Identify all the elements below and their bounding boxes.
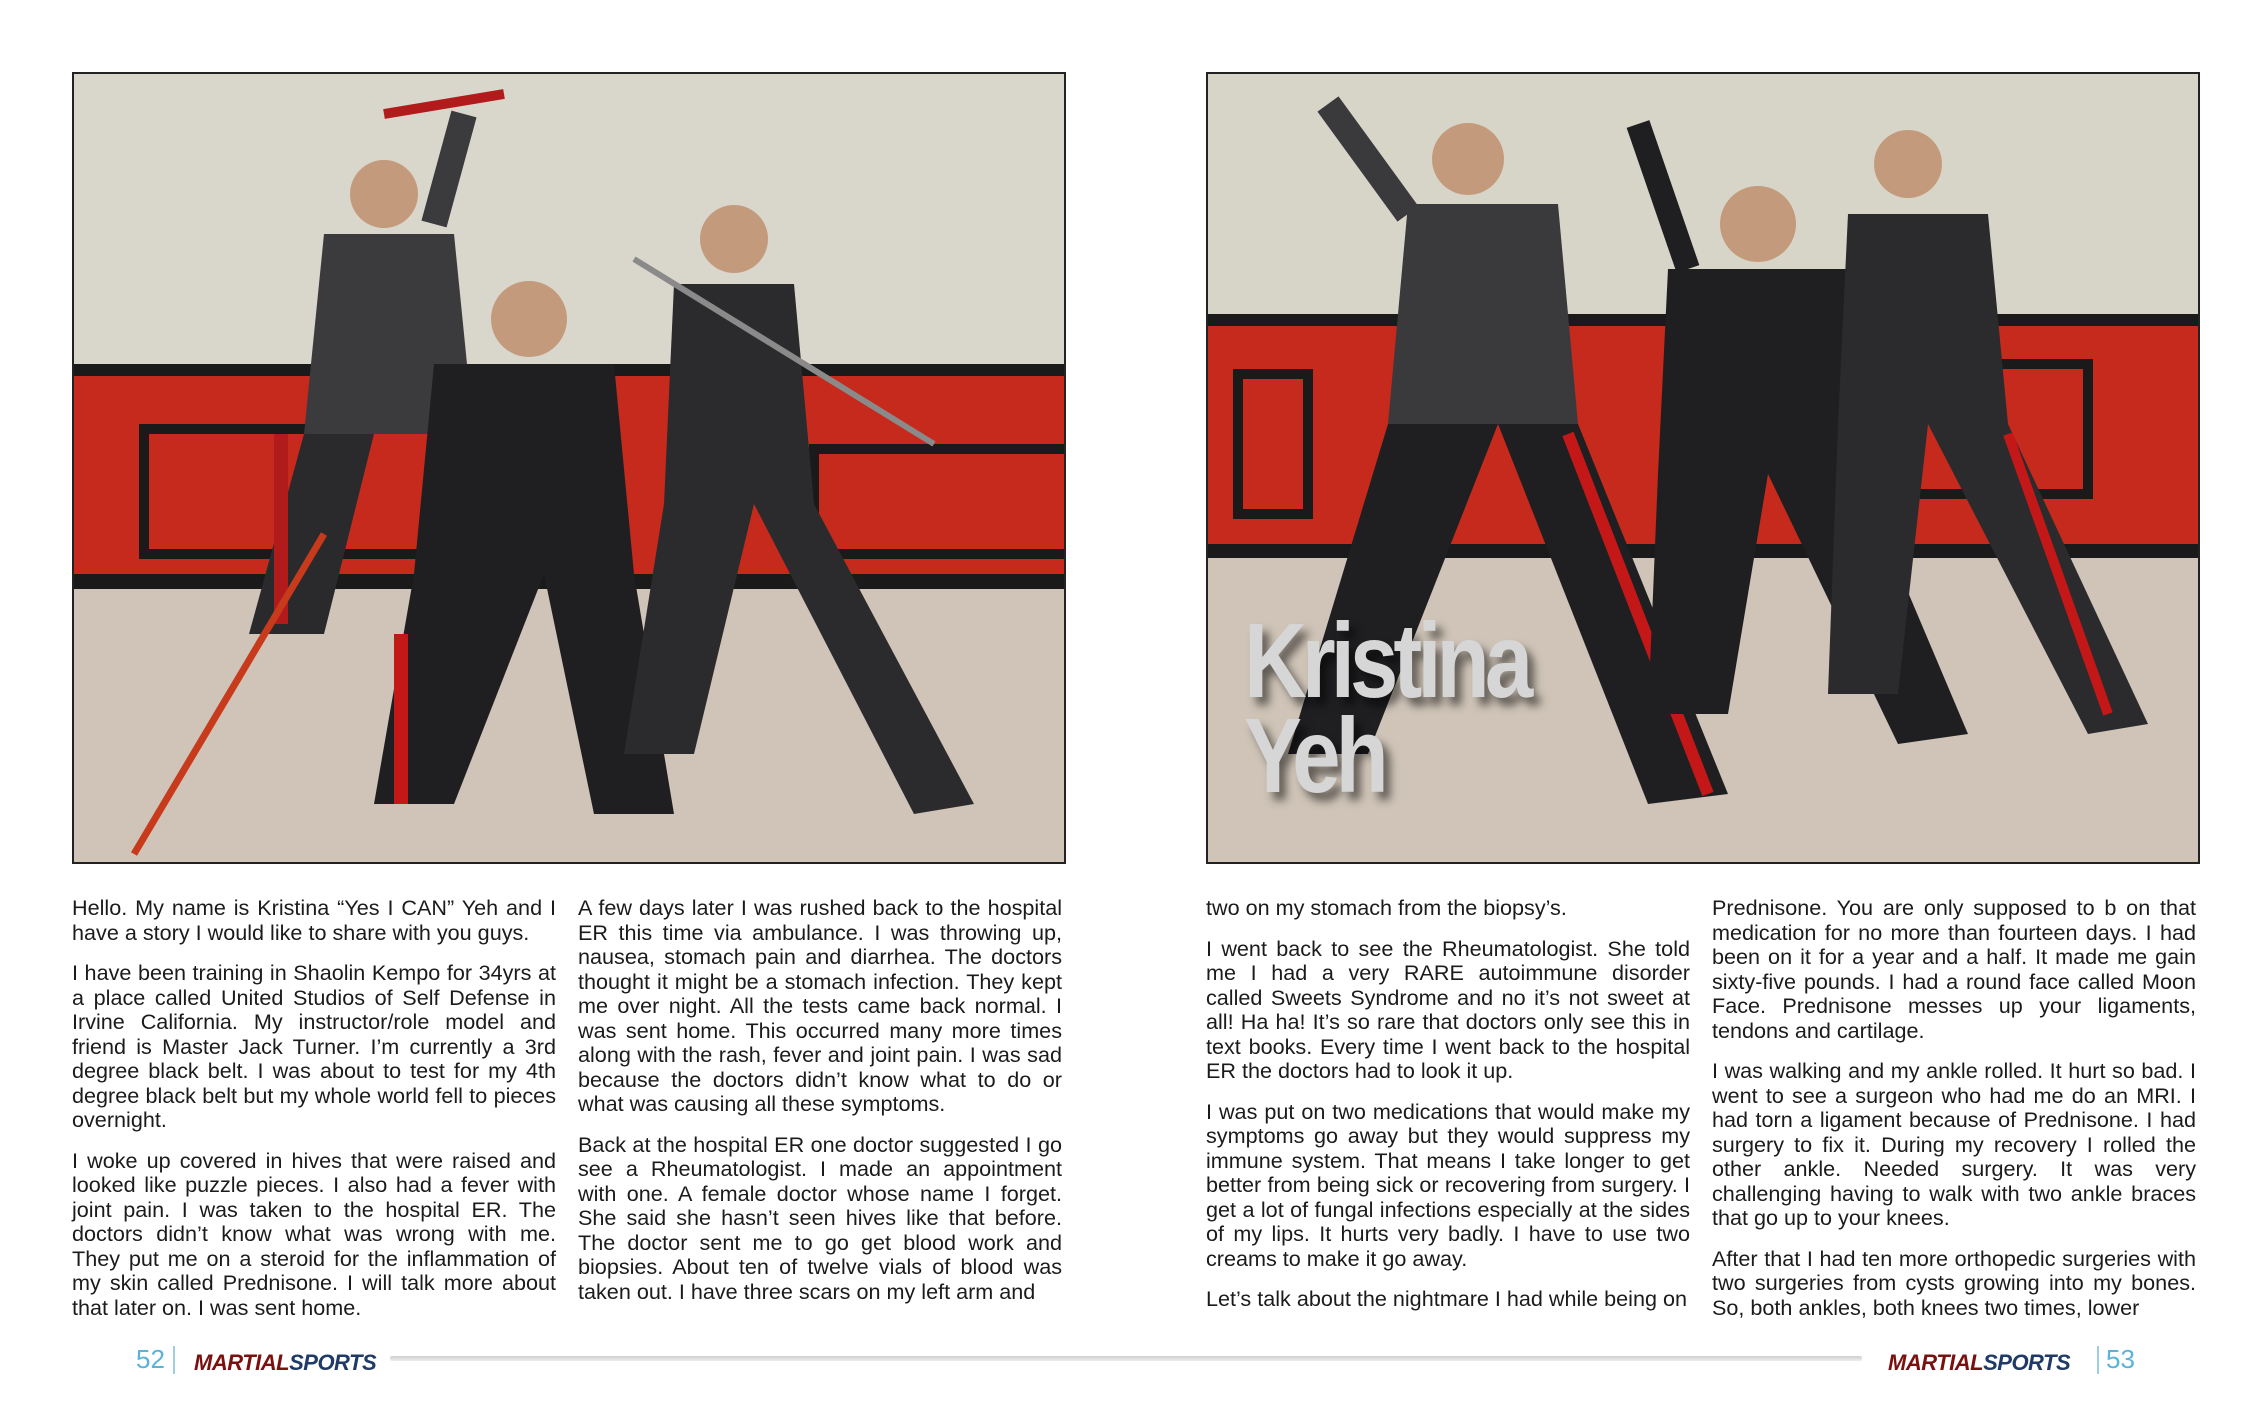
footer-rule	[390, 1356, 1862, 1361]
feature-title	[1244, 602, 1529, 816]
article-paragraph: A few days later I was rushed back to the hospital ER this time via ambulance. I was throwing up, nausea, stomach pain and diarrhea. The doctors thought it might be a stomach infection. They kept me over night. All the tests came back normal. I was sent home. This occurred many more times along with the rash, fever and joint pain. I was sad because the doctors didn’t know what to do or what was causing all these symptoms.	[578, 895, 1062, 1116]
photo-martial-artists-stances	[1206, 72, 2200, 864]
magazine-logo-right	[1888, 1350, 2070, 1376]
article-column-1	[72, 896, 556, 1336]
article-paragraph: Hello. My name is Kristina “Yes I CAN” Yeh and I have a story I would like to share with you guys.	[72, 895, 556, 945]
article-paragraph: Prednisone. You are only supposed to b on that medication for no more than fourteen days. I had been on it for a year and a half. It made me gain sixty-five pounds. I had a round face called Moon Face. Prednisone messes up your ligaments, tendons and cartilage.	[1712, 895, 2196, 1043]
article-column-3	[1206, 896, 1690, 1328]
article-paragraph: I was walking and my ankle rolled. It hurt so bad. I went to see a surgeon who had me do an MRI. I had torn a ligament because of Prednisone. I had surgery to fix it. During my recovery I rolled the other ankle. Needed surgery. It was very challenging having to walk with two ankle braces that go up to your knees.	[1712, 1058, 2196, 1230]
feature-title-first-name: Kristina	[1244, 602, 1529, 720]
logo-word-sports: SPORTS	[289, 1350, 377, 1375]
article-column-4	[1712, 896, 2196, 1336]
photo-martial-artists-weapons	[72, 72, 1066, 864]
article-paragraph: I was put on two medications that would make my symptoms go away but they would suppress my immune system. That means I take longer to get better from being sick or recovering from surgery. I get a lot of fungal infections especially at the sides of my lips. It hurts very badly. I have to use two creams to make it go away.	[1206, 1098, 1690, 1271]
feature-title-last-name: Yeh	[1244, 697, 1384, 816]
footer-separator-right	[2097, 1346, 2099, 1374]
article-paragraph: I have been training in Shaolin Kempo for 34yrs at a place called United Studios of Self Defense in Irvine California. My instructor/role model and friend is Master Jack Turner. I’m currently a 3rd degree black belt. I was about to test for my 4th degree black belt but my whole world fell to pieces overnight.	[72, 960, 556, 1132]
article-paragraph: I woke up covered in hives that were raised and looked like puzzle pieces. I also had a fever with joint pain. I was taken to the hospital ER. The doctors didn’t know what was wrong with me. They put me on a steroid for the inflammation of my skin called Prednisone. I will talk more about that later on. I was sent home.	[72, 1147, 556, 1320]
article-paragraph: I went back to see the Rheumatologist. She told me I had a very RARE autoimmune disorder called Sweets Syndrome and no it’s not sweet at all! Ha ha! It’s so rare that doctors only see this in text books. Every time I went back to the hospital ER the doctors had to look it up.	[1206, 935, 1690, 1083]
logo-word-sports: SPORTS	[1983, 1350, 2071, 1375]
page-number-left: 52	[136, 1344, 165, 1374]
article-paragraph: After that I had ten more orthopedic surgeries with two surgeries from cysts growing into my bones. So, both ankles, both knees two times, lower	[1712, 1245, 2196, 1320]
footer-separator-left	[173, 1346, 175, 1374]
article-column-2	[578, 896, 1062, 1320]
photo-left-illustration	[74, 74, 1064, 862]
article-paragraph: Back at the hospital ER one doctor suggested I go see a Rheumatologist. I made an appointment with one. A female doctor whose name I forget. She said she hasn’t seen hives like that before. The doctor sent me to go get blood work and biopsies. About ten of twelve vials of blood was taken out. I have three scars on my left arm and	[578, 1131, 1062, 1304]
magazine-logo-left	[194, 1350, 376, 1376]
logo-word-martial: MARTIAL	[1888, 1350, 1984, 1375]
article-paragraph: Let’s talk about the nightmare I had while being on	[1206, 1286, 1687, 1311]
article-paragraph: two on my stomach from the biopsy’s.	[1206, 895, 1567, 920]
page-number-right: 53	[2106, 1344, 2135, 1374]
logo-word-martial: MARTIAL	[194, 1350, 290, 1375]
